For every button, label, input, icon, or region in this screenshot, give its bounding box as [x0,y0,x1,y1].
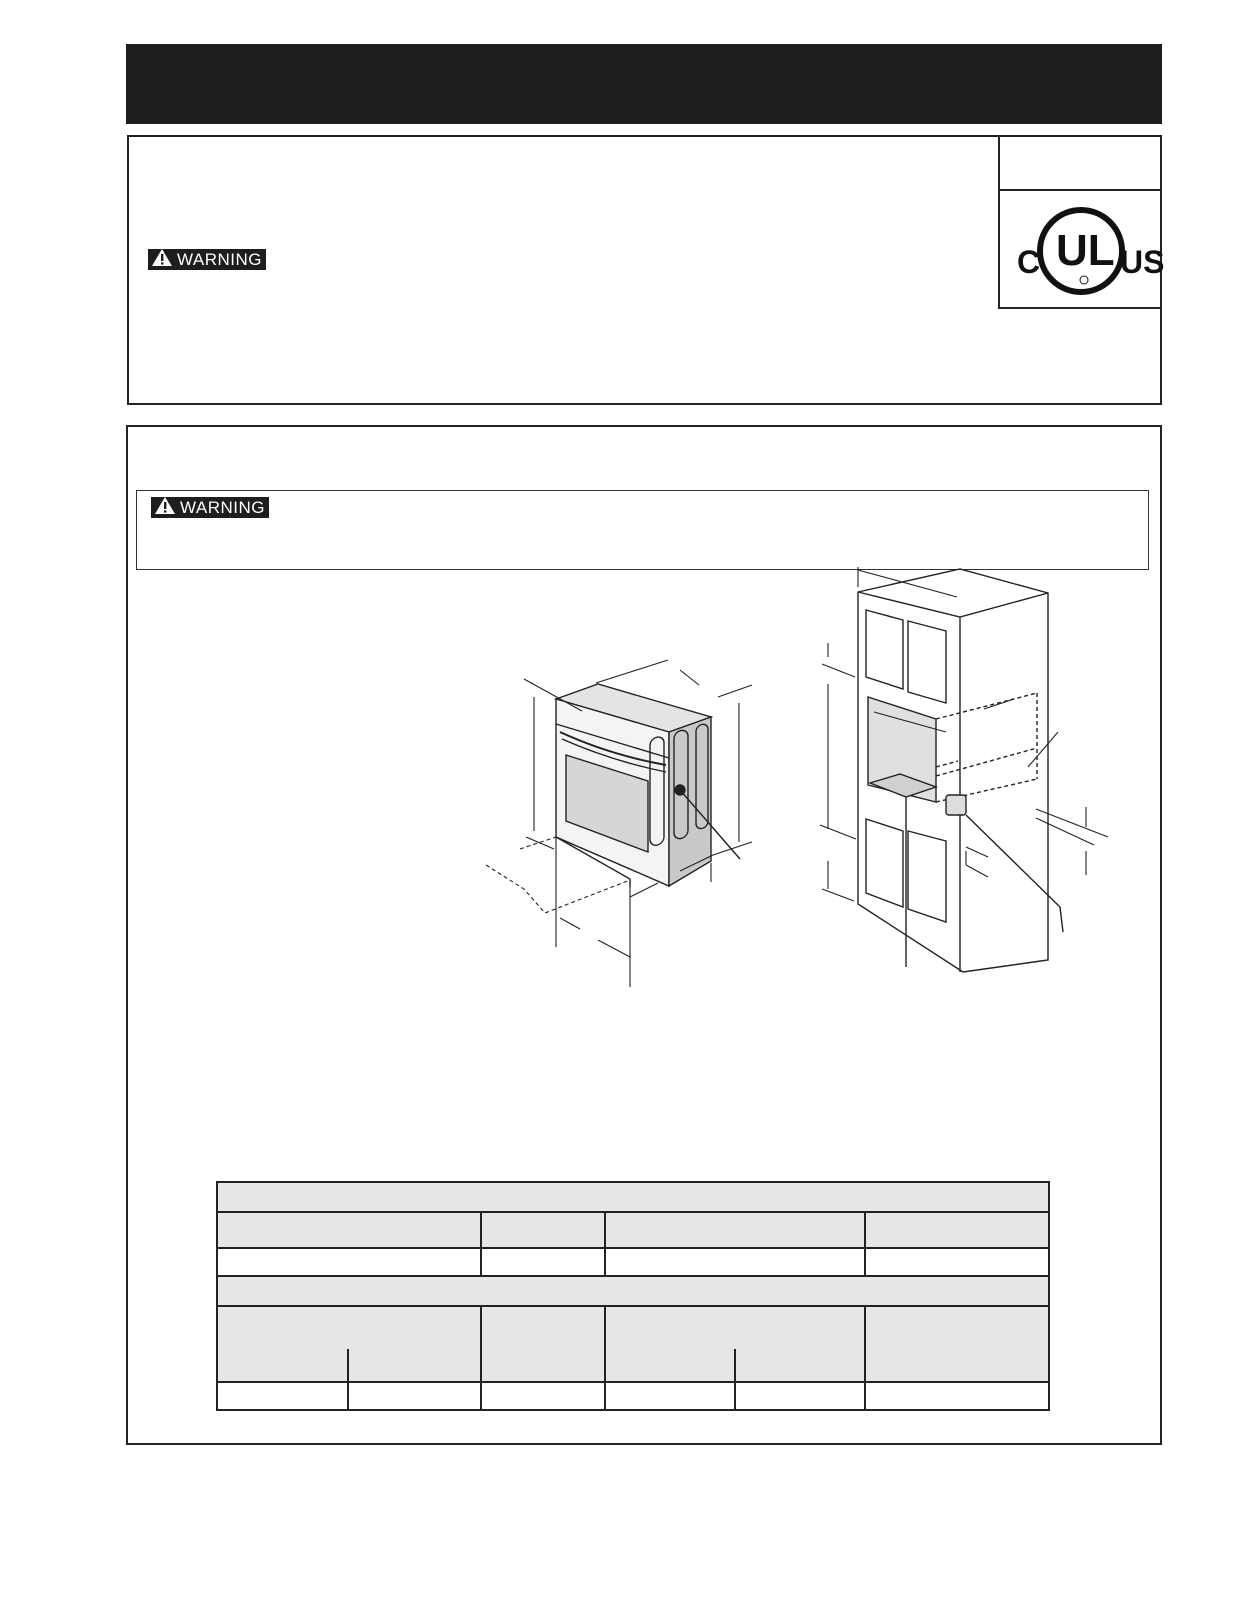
table-cell [216,1381,349,1411]
table-cell [734,1381,866,1411]
title-bar [126,44,1162,124]
table-column-header [604,1211,866,1249]
table-column-header [480,1305,606,1383]
table-cell [604,1247,866,1277]
table-cell [480,1381,606,1411]
table-cell [604,1381,736,1411]
ul-mark-text: UL [1056,226,1115,275]
cabinet-illustration [858,569,1063,972]
warning-triangle-icon [151,248,173,272]
ul-mark-c: C [1017,244,1041,280]
ul-mark-us: US [1120,244,1165,280]
ul-listing-mark [1004,197,1165,301]
table-column-header [216,1211,482,1249]
oven-dimensions-drawing [128,427,1160,1027]
table-column-header [864,1211,1050,1249]
table-column-header [864,1305,1050,1383]
installation-notice-box [127,135,1165,405]
specifications-table [216,1181,1072,1416]
table-cell [347,1381,482,1411]
table-section-row [216,1275,1050,1307]
table-column-header [480,1211,606,1249]
table-cell [216,1247,482,1277]
table-cell [864,1247,1050,1277]
dimensions-section [126,425,1162,1445]
table-cell [480,1247,606,1277]
oven-illustration [556,684,740,887]
warning-label-1: WARNING [148,249,266,270]
warning-label-2: WARNING [151,497,269,518]
table-header-row [216,1181,1050,1213]
ul-certification-box [998,137,1165,309]
table-column-header [216,1305,482,1383]
cabinet-dimension-lines [820,567,1108,901]
table-cell [864,1381,1050,1411]
